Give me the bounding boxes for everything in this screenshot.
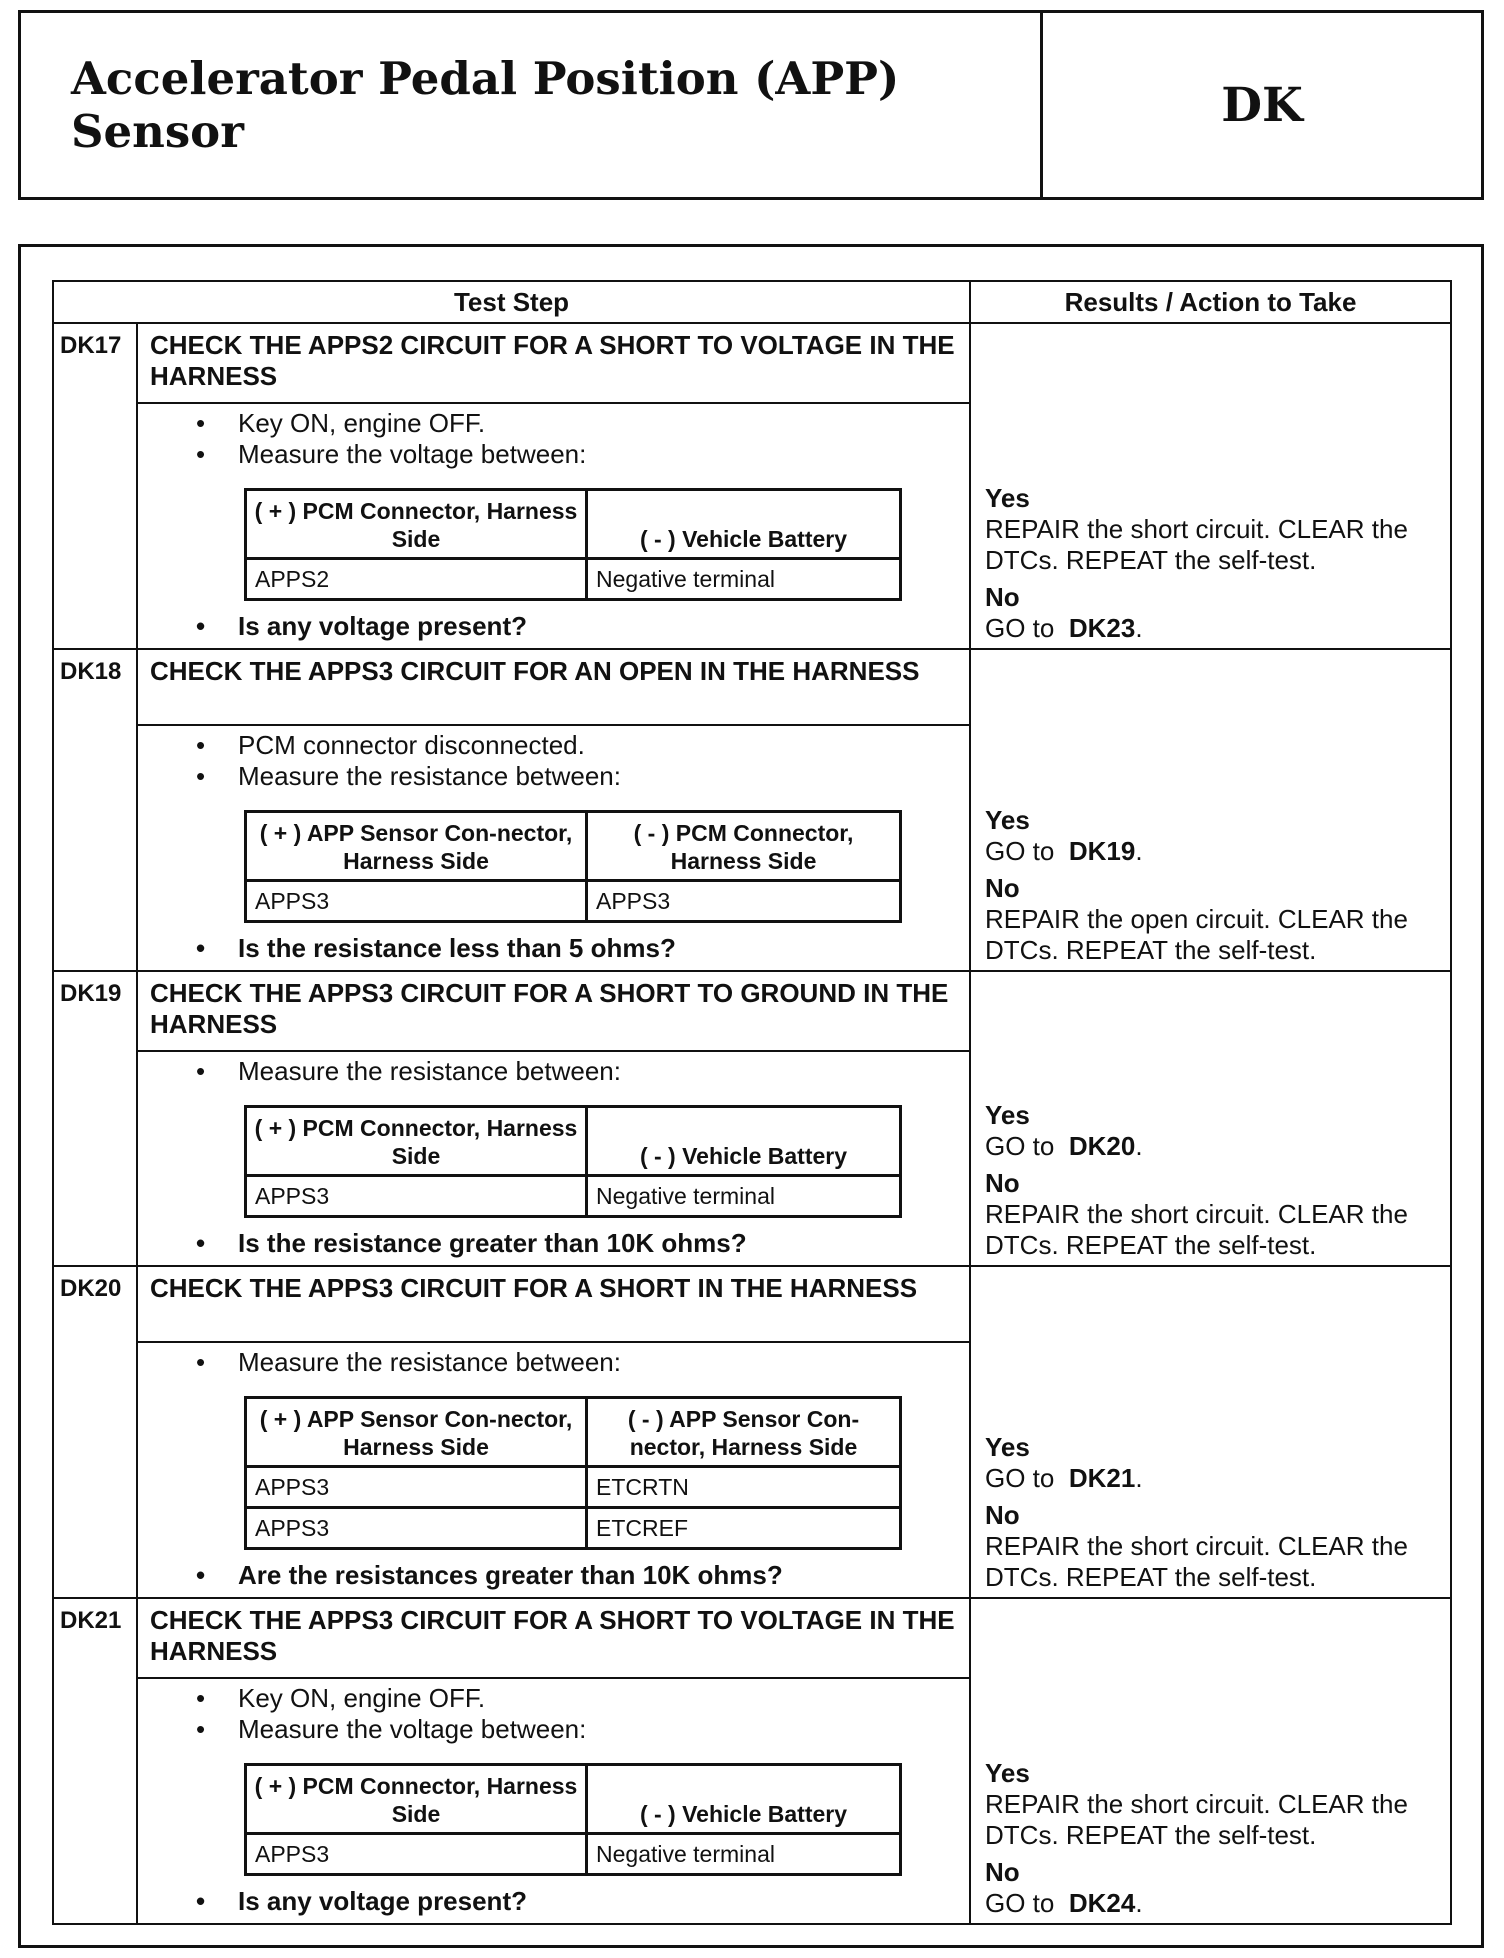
measurement-negative: ETCRTN (587, 1467, 901, 1508)
yes-action-text: GO to (985, 1463, 1055, 1493)
no-label: No (985, 873, 1020, 903)
no-label: No (985, 1857, 1020, 1887)
instruction-item: • Measure the resistance between: (238, 761, 959, 792)
step-question: • Is the resistance greater than 10K ohms? (238, 1228, 959, 1259)
yes-action-text: GO to (985, 1131, 1055, 1161)
measurement-row (246, 559, 901, 600)
step-id: DK19 (53, 971, 137, 1266)
step-title: CHECK THE APPS3 CIRCUIT FOR A SHORT TO VOLTAGE IN THE HARNESS (137, 1598, 970, 1678)
yes-action (985, 1131, 1440, 1162)
step-body (137, 725, 970, 971)
step-id: DK21 (53, 1598, 137, 1924)
step-question: • Is the resistance less than 5 ohms? (238, 933, 959, 964)
step-result (970, 649, 1451, 971)
measurement-header-negative: ( - ) APP Sensor Con-nector, Harness Side (587, 1398, 901, 1467)
no-action (985, 1888, 1440, 1919)
results-header: Results / Action to Take (970, 281, 1451, 323)
no-action-text: REPAIR the short circuit. CLEAR the DTCs. REPEAT the self-test. (985, 1199, 1408, 1260)
step-question: • Is any voltage present? (238, 1886, 959, 1917)
step-title-row (53, 1266, 1451, 1342)
measurement-negative: Negative terminal (587, 559, 901, 600)
measurement-positive: APPS3 (246, 1176, 587, 1217)
instruction-item: • Key ON, engine OFF. (238, 1683, 959, 1714)
instruction-item: • Key ON, engine OFF. (238, 408, 959, 439)
page-title: Accelerator Pedal Position (APP) Sensor (21, 13, 1043, 197)
measurement-negative: ETCREF (587, 1508, 901, 1549)
no-goto-link[interactable]: DK23 (1068, 613, 1136, 643)
measurement-table (244, 810, 902, 923)
measurement-table (244, 1105, 902, 1218)
step-id: DK18 (53, 649, 137, 971)
step-result (970, 1598, 1451, 1924)
measurement-header-positive: ( + ) PCM Connector, Harness Side (246, 490, 587, 559)
measurement-header-positive: ( + ) PCM Connector, Harness Side (246, 1107, 587, 1176)
no-action-text: REPAIR the short circuit. CLEAR the DTCs. REPEAT the self-test. (985, 1531, 1408, 1592)
measurement-negative: Negative terminal (587, 1834, 901, 1875)
step-question-list (138, 611, 959, 642)
step-title: CHECK THE APPS3 CIRCUIT FOR AN OPEN IN THE HARNESS (137, 649, 970, 725)
step-body (137, 403, 970, 649)
step-title: CHECK THE APPS3 CIRCUIT FOR A SHORT TO GROUND IN THE HARNESS (137, 971, 970, 1051)
no-action-text: GO to (985, 613, 1055, 643)
measurement-row (246, 881, 901, 922)
no-suffix: . (1135, 613, 1143, 643)
step-result (970, 323, 1451, 649)
instruction-item: • Measure the resistance between: (238, 1056, 959, 1087)
test-step-header: Test Step (53, 281, 970, 323)
measurement-negative: APPS3 (587, 881, 901, 922)
no-action (985, 904, 1440, 966)
section-code: DK (1221, 77, 1303, 133)
measurement-header-positive: ( + ) APP Sensor Con-nector, Harness Side (246, 1398, 587, 1467)
instruction-item: • Measure the resistance between: (238, 1347, 959, 1378)
step-title: CHECK THE APPS3 CIRCUIT FOR A SHORT IN THE HARNESS (137, 1266, 970, 1342)
yes-goto-link[interactable]: DK20 (1068, 1131, 1136, 1161)
measurement-positive: APPS3 (246, 881, 587, 922)
yes-label: Yes (985, 1100, 1030, 1130)
step-title: CHECK THE APPS2 CIRCUIT FOR A SHORT TO VOLTAGE IN THE HARNESS (137, 323, 970, 403)
step-question-list (138, 1886, 959, 1917)
yes-label: Yes (985, 1432, 1030, 1462)
step-body (137, 1342, 970, 1598)
step-question-list (138, 1560, 959, 1591)
no-label: No (985, 582, 1020, 612)
step-question: • Is any voltage present? (238, 611, 959, 642)
measurement-header-negative: ( - ) Vehicle Battery (587, 490, 901, 559)
measurement-row (246, 1467, 901, 1508)
step-result (970, 1266, 1451, 1598)
yes-suffix: . (1135, 1463, 1143, 1493)
no-action (985, 613, 1440, 644)
yes-label: Yes (985, 1758, 1030, 1788)
step-question-list (138, 933, 959, 964)
instruction-item: • Measure the voltage between: (238, 439, 959, 470)
yes-suffix: . (1135, 836, 1143, 866)
yes-label: Yes (985, 805, 1030, 835)
measurement-positive: APPS3 (246, 1508, 587, 1549)
step-title-row (53, 971, 1451, 1051)
measurement-table (244, 1396, 902, 1550)
measurement-table (244, 1763, 902, 1876)
step-result (970, 971, 1451, 1266)
no-goto-link[interactable]: DK24 (1068, 1888, 1136, 1918)
step-title-row (53, 649, 1451, 725)
yes-action-text: GO to (985, 836, 1055, 866)
step-body (137, 1051, 970, 1266)
yes-action (985, 1789, 1440, 1851)
step-instructions (138, 1347, 959, 1378)
measurement-row (246, 1176, 901, 1217)
measurement-positive: APPS3 (246, 1834, 587, 1875)
measurement-row (246, 1508, 901, 1549)
measurement-negative: Negative terminal (587, 1176, 901, 1217)
step-instructions (138, 730, 959, 792)
measurement-header-negative: ( - ) Vehicle Battery (587, 1765, 901, 1834)
test-step-table (52, 280, 1452, 1925)
measurement-row (246, 1834, 901, 1875)
no-label: No (985, 1500, 1020, 1530)
step-id: DK20 (53, 1266, 137, 1598)
yes-action (985, 1463, 1440, 1494)
step-instructions (138, 1683, 959, 1745)
no-action-text: GO to (985, 1888, 1055, 1918)
step-question: • Are the resistances greater than 10K ohms? (238, 1560, 959, 1591)
instruction-item: • Measure the voltage between: (238, 1714, 959, 1745)
yes-action-text: REPAIR the short circuit. CLEAR the DTCs. REPEAT the self-test. (985, 1789, 1408, 1850)
measurement-header-negative: ( - ) PCM Connector, Harness Side (587, 812, 901, 881)
measurement-positive: APPS2 (246, 559, 587, 600)
yes-suffix: . (1135, 1131, 1143, 1161)
step-instructions (138, 1056, 959, 1087)
measurement-header-positive: ( + ) APP Sensor Con-nector, Harness Side (246, 812, 587, 881)
yes-action (985, 514, 1440, 576)
measurement-positive: APPS3 (246, 1467, 587, 1508)
yes-label: Yes (985, 483, 1030, 513)
step-body (137, 1678, 970, 1924)
no-action-text: REPAIR the open circuit. CLEAR the DTCs. REPEAT the self-test. (985, 904, 1408, 965)
page-header (18, 10, 1484, 200)
instruction-item: • PCM connector disconnected. (238, 730, 959, 761)
yes-action-text: REPAIR the short circuit. CLEAR the DTCs. REPEAT the self-test. (985, 514, 1408, 575)
no-action (985, 1199, 1440, 1261)
no-suffix: . (1135, 1888, 1143, 1918)
measurement-header-positive: ( + ) PCM Connector, Harness Side (246, 1765, 587, 1834)
yes-action (985, 836, 1440, 867)
yes-goto-link[interactable]: DK21 (1068, 1463, 1136, 1493)
measurement-header-negative: ( - ) Vehicle Battery (587, 1107, 901, 1176)
no-action (985, 1531, 1440, 1593)
step-id: DK17 (53, 323, 137, 649)
yes-goto-link[interactable]: DK19 (1068, 836, 1136, 866)
step-question-list (138, 1228, 959, 1259)
measurement-table (244, 488, 902, 601)
step-instructions (138, 408, 959, 470)
step-title-row (53, 323, 1451, 403)
no-label: No (985, 1168, 1020, 1198)
step-title-row (53, 1598, 1451, 1678)
